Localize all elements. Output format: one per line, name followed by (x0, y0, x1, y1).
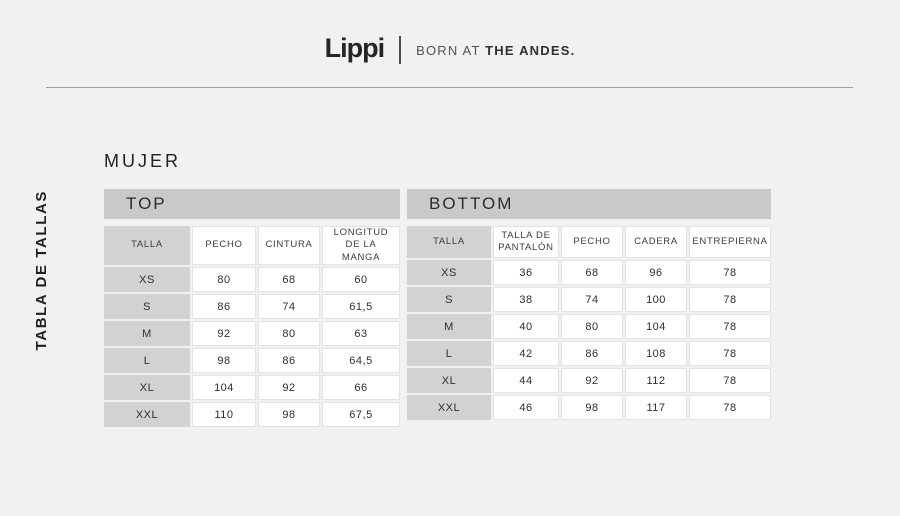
value-cell: 44 (493, 368, 559, 393)
value-cell: 80 (192, 267, 256, 292)
value-cell: 98 (561, 395, 623, 420)
measurement-column-header: CADERA (625, 226, 687, 258)
value-cell: 100 (625, 287, 687, 312)
value-cell: 92 (258, 375, 320, 400)
brand-tagline (416, 43, 575, 58)
tagline-regular: BORN AT (416, 42, 486, 58)
value-cell: 40 (493, 314, 559, 339)
header-row (407, 226, 771, 258)
value-cell: 86 (561, 341, 623, 366)
value-cell: 117 (625, 395, 687, 420)
size-column-header: TALLA (104, 226, 190, 265)
vertical-page-title: TABLA DE TALLAS (33, 190, 50, 351)
bottom-measurement-table (405, 224, 773, 422)
header-divider (46, 87, 853, 88)
table-top-title-bar: TOP (104, 189, 400, 219)
table-row (407, 341, 771, 366)
table-row (407, 395, 771, 420)
table-row (104, 321, 400, 346)
value-cell: 104 (625, 314, 687, 339)
size-label-cell: XXL (407, 395, 491, 420)
size-table-top (104, 189, 400, 429)
tagline-bold: THE ANDES. (485, 42, 576, 58)
value-cell: 98 (258, 402, 320, 427)
value-cell: 38 (493, 287, 559, 312)
logo-separator (399, 36, 401, 64)
value-cell: 68 (258, 267, 320, 292)
table-row (407, 287, 771, 312)
table-row (407, 368, 771, 393)
size-label-cell: L (104, 348, 190, 373)
value-cell: 86 (258, 348, 320, 373)
value-cell: 78 (689, 368, 771, 393)
value-cell: 80 (258, 321, 320, 346)
size-label-cell: XL (104, 375, 190, 400)
size-label-cell: XS (407, 260, 491, 285)
top-measurement-table (102, 224, 402, 429)
measurement-column-header: CINTURA (258, 226, 320, 265)
value-cell: 60 (322, 267, 400, 292)
value-cell: 110 (192, 402, 256, 427)
brand-header (0, 30, 900, 70)
size-label-cell: M (407, 314, 491, 339)
size-column-header: TALLA (407, 226, 491, 258)
size-label-cell: XXL (104, 402, 190, 427)
value-cell: 98 (192, 348, 256, 373)
value-cell: 46 (493, 395, 559, 420)
measurement-column-header: ENTREPIERNA (689, 226, 771, 258)
value-cell: 80 (561, 314, 623, 339)
measurement-column-header: PECHO (561, 226, 623, 258)
size-label-cell: XL (407, 368, 491, 393)
value-cell: 68 (561, 260, 623, 285)
size-label-cell: M (104, 321, 190, 346)
value-cell: 64,5 (322, 348, 400, 373)
size-label-cell: XS (104, 267, 190, 292)
value-cell: 74 (258, 294, 320, 319)
table-row (104, 267, 400, 292)
table-bottom-title-bar: BOTTOM (407, 189, 771, 219)
value-cell: 66 (322, 375, 400, 400)
value-cell: 63 (322, 321, 400, 346)
value-cell: 61,5 (322, 294, 400, 319)
value-cell: 42 (493, 341, 559, 366)
value-cell: 108 (625, 341, 687, 366)
tables-row (104, 189, 771, 429)
table-row (104, 294, 400, 319)
value-cell: 78 (689, 395, 771, 420)
size-label-cell: S (407, 287, 491, 312)
table-row (407, 314, 771, 339)
table-row (104, 375, 400, 400)
size-table-bottom (407, 189, 771, 422)
value-cell: 78 (689, 260, 771, 285)
value-cell: 86 (192, 294, 256, 319)
value-cell: 36 (493, 260, 559, 285)
measurement-column-header: TALLA DE PANTALÓN (493, 226, 559, 258)
value-cell: 96 (625, 260, 687, 285)
table-row (407, 260, 771, 285)
size-label-cell: L (407, 341, 491, 366)
value-cell: 78 (689, 341, 771, 366)
value-cell: 78 (689, 287, 771, 312)
table-row (104, 348, 400, 373)
value-cell: 74 (561, 287, 623, 312)
section-title-mujer: MUJER (104, 151, 181, 171)
table-row (104, 402, 400, 427)
value-cell: 104 (192, 375, 256, 400)
value-cell: 92 (192, 321, 256, 346)
measurement-column-header: LONGITUD DE LA MANGA (322, 226, 400, 265)
value-cell: 67,5 (322, 402, 400, 427)
header-row (104, 226, 400, 265)
brand-logo: Lippi (324, 32, 385, 63)
value-cell: 92 (561, 368, 623, 393)
measurement-column-header: PECHO (192, 226, 256, 265)
value-cell: 78 (689, 314, 771, 339)
content-area (104, 151, 771, 429)
size-label-cell: S (104, 294, 190, 319)
value-cell: 112 (625, 368, 687, 393)
